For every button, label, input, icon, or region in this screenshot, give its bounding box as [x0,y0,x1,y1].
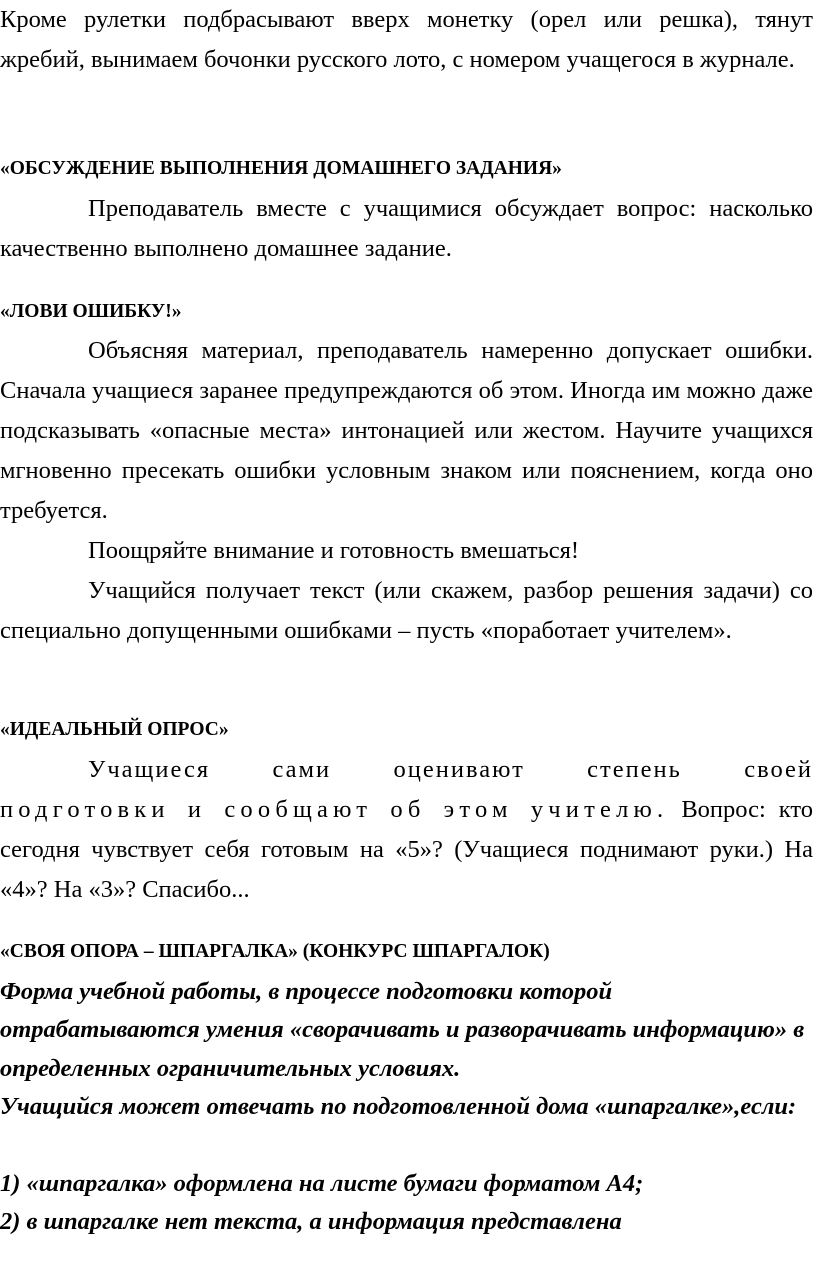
cheat-sheet-condition-1: 1) «шпаргалка» оформлена на листе бумаги форматом А4; [0,1170,644,1197]
ideal-survey-paragraph-tail: Вопрос: кто сегодня чувствует себя готовым на «5»? (Учащиеся поднимают руки.) На «4»? На «3»? Спасибо... [0,796,813,903]
ideal-survey-spaced-line-2: подготовки и сообщают об этом учителю. [0,796,669,823]
heading-ideal-survey: «ИДЕАЛЬНЫЙ ОПРОС» [0,719,229,740]
heading-cheat-sheet: «СВОЯ ОПОРА – ШПАРГАЛКА» (КОНКУРС ШПАРГАЛОК) [0,941,550,962]
ideal-survey-spaced-line-1: Учащиеся сами оценивают степень своей [88,756,813,783]
catch-mistake-paragraph-3: Учащийся получает текст (или скажем, разбор решения задачи) со специально допущенными ошибками – пусть «поработает учителем». [0,577,813,644]
ideal-survey-paragraph [0,790,813,910]
homework-discussion-paragraph: Преподаватель вместе с учащимися обсуждает вопрос: насколько качественно выполнено домашнее задание. [0,195,813,262]
heading-homework-discussion: «ОБСУЖДЕНИЕ ВЫПОЛНЕНИЯ ДОМАШНЕГО ЗАДАНИЯ» [0,158,562,179]
cheat-sheet-description: Форма учебной работы, в процессе подготовки которой отрабатываются умения «сворачивать и разворачивать информацию» в определенных ограничительных условиях. [0,978,805,1082]
cheat-sheet-condition-2: 2) в шпаргалке нет текста, а информация представлена [0,1208,622,1235]
cheat-sheet-conditions-lead: Учащийся может отвечать по подготовленной дома «шпаргалке»,если: [0,1093,797,1120]
heading-catch-mistake: «ЛОВИ ОШИБКУ!» [0,301,182,322]
ideal-survey-spaced-block [0,750,813,790]
catch-mistake-paragraph-1: Объясняя материал, преподаватель намеренно допускает ошибки. Сначала учащиеся заранее предупреждаются об этом. Иногда им можно даже подсказывать «опасные места» интонацией или жестом. Научите учащихся мгновенно пресекать ошибки условным знаком или пояснением, когда оно требуется. [0,337,813,524]
intro-paragraph: Кроме рулетки подбрасывают вверх монетку (орел или решка), тянут жребий, вынимаем бочонки русского лото, с номером учащегося в журнале. [0,6,813,73]
catch-mistake-paragraph-2: Поощряйте внимание и готовность вмешаться! [88,537,580,564]
